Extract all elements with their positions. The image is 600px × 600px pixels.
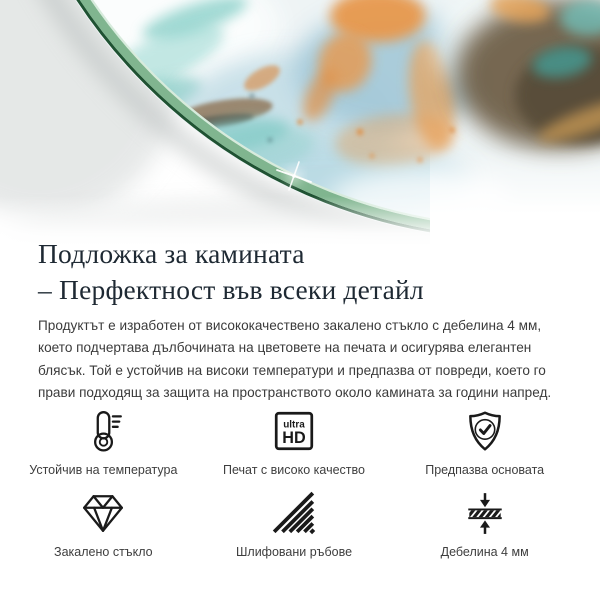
page-title	[38, 236, 600, 308]
ultra-hd-text-top: ultra	[283, 418, 305, 430]
feature-temperature	[8, 407, 199, 478]
feature-print-quality	[199, 407, 390, 478]
polished-edges-icon	[271, 489, 317, 537]
product-info-section	[0, 236, 600, 560]
ultra-hd-text-bottom: HD	[282, 428, 306, 447]
title-line-1: Подложка за камината	[38, 238, 305, 269]
feature-protection	[389, 407, 580, 478]
feature-polished-edges	[199, 489, 390, 560]
feature-label: Шлифовани ръбове	[235, 544, 353, 559]
diamond-icon	[80, 489, 126, 537]
product-photo	[0, 0, 600, 246]
ultra-hd-icon	[271, 407, 317, 455]
feature-label: Устойчив на температура	[29, 462, 178, 477]
features-grid	[0, 407, 600, 560]
feature-label: Дебелина 4 мм	[440, 544, 529, 559]
feature-label: Печат с високо качество	[223, 462, 365, 477]
shield-check-icon	[462, 407, 508, 455]
feature-tempered-glass	[8, 489, 199, 560]
product-description: Продуктът е изработен от висококачествено закалено стъкло с дебелина 4 мм, което подчертава дълбочината на цветовете на печата и осигурява елегантен блясък. Той е устойчив на високи температури и предпазва от повреди, което го прави подходящ за защита на пространството около камината за години напред.	[38, 318, 552, 401]
feature-label: Закалено стъкло	[54, 544, 153, 559]
feature-thickness	[389, 489, 580, 560]
thickness-icon	[462, 489, 508, 537]
title-line-2: – Перфектност във всеки детайл	[38, 274, 424, 305]
thermometer-icon	[80, 407, 126, 455]
feature-label: Предпазва основата	[425, 462, 545, 477]
